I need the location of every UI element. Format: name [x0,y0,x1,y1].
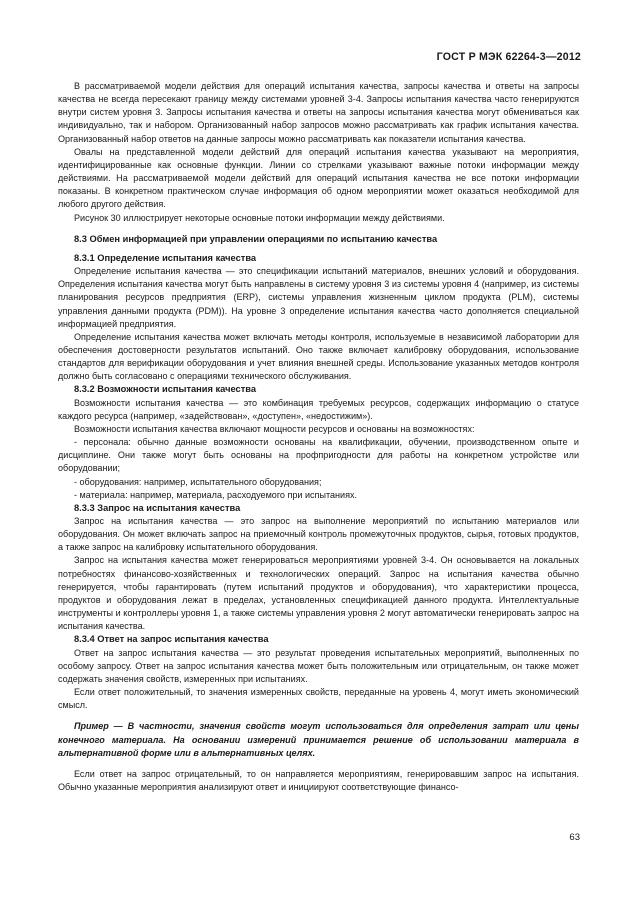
list-item: - материала: например, материала, расходуемого при испытаниях. [74,489,358,500]
paragraph: Возможности испытания качества — это комбинация требуемых ресурсов, содержащих информацию о статусе каждого ресурса (например, «задействован», «доступен», «недостижим»). [58,397,579,421]
subsection-heading-8-3-1: 8.3.1 Определение испытания качества [74,252,257,263]
paragraph: Определение испытания качества может включать методы контроля, используемые в независимой лаборатории для обеспечения достоверности результатов испытаний. Оно также включает калибровку оборудования, использование стандартов для верификации оборудования и учет влияния внешней среды. Использование указанных методов контроля должно быть согласовано с операциями технического обслуживания. [58,331,579,382]
subsection-heading-8-3-2: 8.3.2 Возможности испытания качества [74,384,257,395]
paragraph: Если ответ положительный, то значения измеренных свойств, переданные на уровень 4, могут иметь экономический смысл. [58,687,579,711]
paragraph: Овалы на представленной модели действий для операций испытания качества указывают на мероприятия, идентифицированные как основные функции. Линии со стрелками указывают важные потоки информации между действиями. На рассматриваемой модели действий для операций испытания качества не все потоки информации показаны. В конкретном практическом случае информация об одном мероприятии может оказаться необходимой для любого другого действия. [58,146,579,210]
paragraph: Определение испытания качества — это спецификации испытаний материалов, внешних условий и оборудования. Определения испытания качества могут быть направлены в систему уровня 3 из системы уровня 4 (например, из системы планирования ресурсов предприятия (ERP), системы управления жизненным циклом продукта (PLM), системы управления данными продукта (PDM)). На уровне 3 определение испытания качества часто дополняется специальной информацией предприятия. [58,266,579,329]
page-number: 63 [569,832,580,843]
example-note: Пример — В частности, значения свойств могут использоваться для определения затрат или цены конечного материала. На основании измерений принимается решение об использовании материала в альтернативной форме или в альтернативных целях. [58,721,579,758]
paragraph: Запрос на испытания качества может генерироваться мероприятиями уровней 3-4. Он основывается на локальных потребностях финансово-хозяйственных и технологических операций. Запрос на испытания качества обычно генерируется, чтобы гарантировать (путем испытаний продуктов и оборудования), что характеристики процесса, продуктов и оборудования лежат в пределах, установленных спецификацией данного продукта. Интеллектуальные инструменты и контроллеры уровня 1, а также системы управления уровня 2 могут автоматически генерировать запрос на испытания качества. [58,555,579,632]
subsection-heading-8-3-4: 8.3.4 Ответ на запрос испытания качества [74,634,269,645]
section-heading-8-3: 8.3 Обмен информацией при управлении операциями по испытанию качества [74,233,438,244]
list-item: - персонала: обычно данные возможности основаны на квалификации, обучении, производственном опыте и дисциплине. Они также могут быть основаны на профпригодности для работы на конкретном устройстве или оборудовании; [58,437,579,474]
paragraph: Возможности испытания качества включают мощности ресурсов и основаны на возможностях: [74,423,475,434]
paragraph: В рассматриваемой модели действия для операций испытания качества, запросы качества и ответы на запросы качества не всегда пересекают границу между системами уровней 3-4. Запросы испытания качества часто генерируются внутри систем уровня 3. Запросы испытания качества и ответы на запросы испытания качества могут обмениваться как индивидуально, так и набором. Организованный набор запросов можно рассматривать как график испытания качества. Организованный набор ответов на данные запросы можно рассматривать как показатели испытания качества. [58,81,579,144]
paragraph: Если ответ на запрос отрицательный, то он направляется мероприятиям, генерировавшим запрос на испытания. Обычно указанные мероприятия анализируют ответ и инициируют соответствующие финансо- [58,768,579,792]
paragraph: Запрос на испытания качества — это запрос на выполнение мероприятий по испытанию материалов или оборудования. Он может включать запрос на приемочный контроль промежуточных продуктов, сырья, готовых продуктов, а также запрос на калибровку испытательного оборудования. [58,516,579,553]
document-body [58,80,579,794]
list-item: - оборудования: например, испытательного оборудования; [74,476,322,487]
paragraph: Ответ на запрос испытания качества — это результат проведения испытательных мероприятий, выполненных по особому запросу. Ответ на запрос испытания качества может быть положительным или отрицательным, он также может содержать значения свойств, измеренных при испытаниях. [58,647,579,684]
paragraph: Рисунок 30 иллюстрирует некоторые основные потоки информации между действиями. [74,212,445,223]
subsection-heading-8-3-3: 8.3.3 Запрос на испытания качества [74,502,241,513]
document-header: ГОСТ Р МЭК 62264-3—2012 [436,51,581,63]
